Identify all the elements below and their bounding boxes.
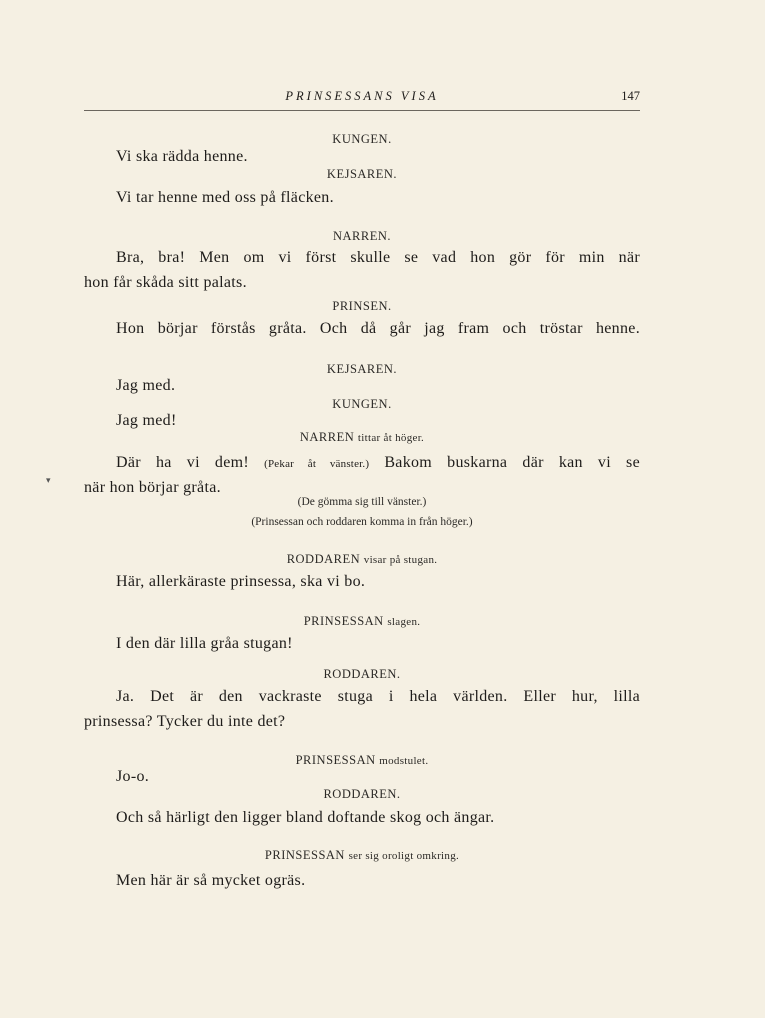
dialogue-line: Här, allerkäraste prinsessa, ska vi bo. [116,573,366,590]
speaker-narren: NARREN. [332,229,392,243]
dialogue-text: Bakom buskarna där kan vi se [384,454,640,471]
speaker-kungen: KUNGEN. [332,397,392,411]
dialogue-line: Jag med! [116,412,177,429]
dialogue-line: Bra, bra! Men om vi först skulle se vad hon gör för min när [116,249,640,266]
margin-speck: ▾ [46,476,51,486]
dialogue-line-continued: prinsessa? Tycker du inte det? [84,713,286,730]
speaker-direction: tittar åt höger. [357,432,425,444]
speaker-name: PRINSESSAN [295,753,376,767]
dialogue-line-continued: hon får skåda sitt palats. [84,274,247,291]
speaker-prinsessan [84,753,640,768]
dialogue-line [116,454,640,472]
running-header [84,88,640,111]
page-number: 147 [621,89,640,103]
speaker-direction: ser sig oroligt omkring. [348,850,460,862]
speaker-roddaren: RODDAREN. [323,787,401,801]
speaker-name: PRINSESSAN [264,848,345,862]
running-title: PRINSESSANS VISA [285,89,439,103]
speaker-narren [84,430,640,445]
speaker-direction: slagen. [387,616,421,628]
dialogue-line: Vi ska rädda henne. [116,148,248,165]
dialogue-line: Jo-o. [116,768,150,785]
dialogue-line: I den där lilla gråa stugan! [116,635,293,652]
speaker-roddaren: RODDAREN. [323,667,401,681]
dialogue-line: Men här är så mycket ogräs. [116,872,306,889]
speaker-kejsaren: KEJSAREN. [326,167,398,181]
speaker-kejsaren: KEJSAREN. [326,362,398,376]
dialogue-line: Hon börjar förstås gråta. Och då går jag fram och tröstar henne. [116,320,640,337]
speaker-name: NARREN [299,430,355,444]
dialogue-line-continued: när hon börjar gråta. [84,479,221,496]
stage-direction: (Prinsessan och roddaren komma in från höger.) [251,516,473,528]
speaker-kungen: KUNGEN. [332,132,392,146]
speaker-name: RODDAREN [286,552,361,566]
speaker-roddaren [84,552,640,567]
speaker-prinsen: PRINSEN. [332,299,392,313]
speaker-direction: visar på stugan. [363,554,438,566]
speaker-name: PRINSESSAN [303,614,384,628]
dialogue-line: Vi tar henne med oss på fläcken. [116,189,334,206]
dialogue-line: Ja. Det är den vackraste stuga i hela världen. Eller hur, lilla [116,688,640,705]
dialogue-text: Där ha vi dem! [116,454,249,471]
speaker-prinsessan [84,848,640,863]
dialogue-line: Jag med. [116,377,176,394]
stage-direction: (De gömma sig till vänster.) [297,496,427,508]
speaker-direction: modstulet. [379,755,429,767]
dialogue-line: Och så härligt den ligger bland doftande skog och ängar. [116,809,495,826]
speaker-prinsessan [84,614,640,629]
inline-stage-direction: (Pekar åt vänster.) [264,458,370,470]
